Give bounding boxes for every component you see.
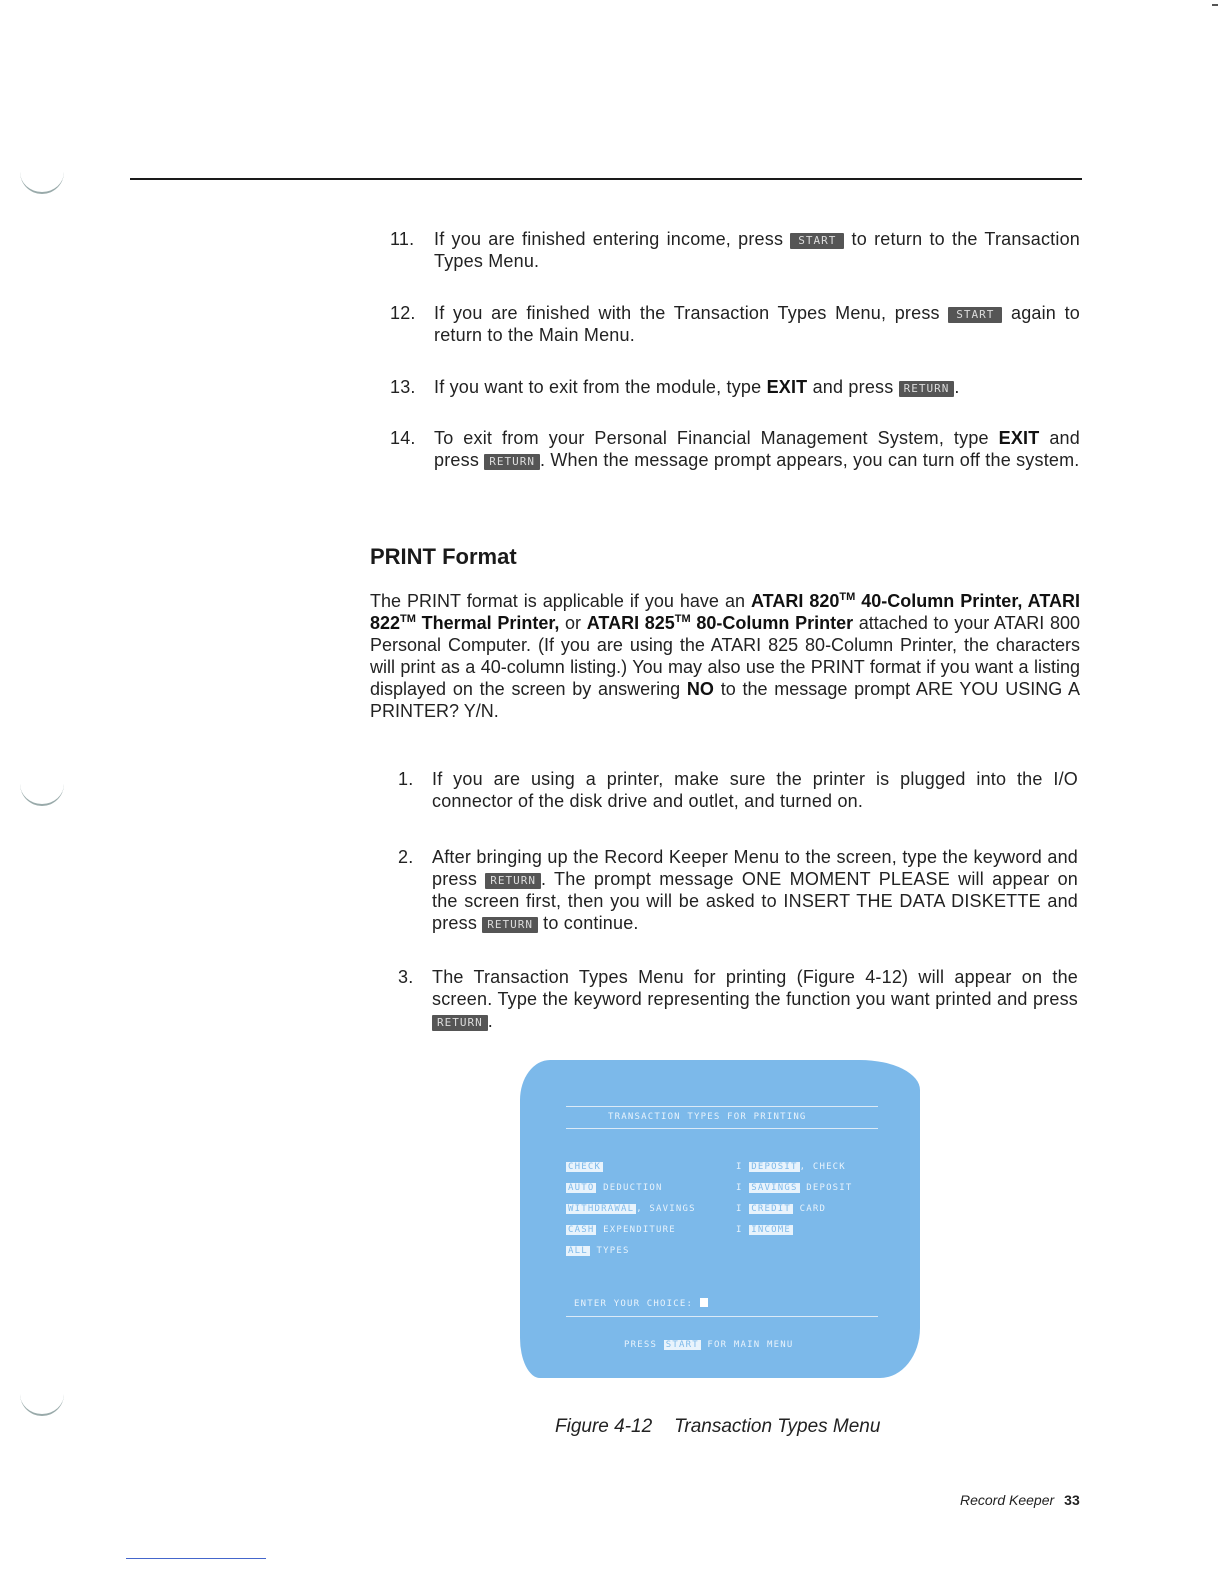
menu-item-check: CHECK xyxy=(568,1162,602,1172)
screen-footer: PRESS START FOR MAIN MENU xyxy=(624,1340,794,1350)
menu-item-auto: AUTO DEDUCTION xyxy=(568,1183,663,1193)
page-edge-mark xyxy=(1212,4,1218,6)
return-key: RETURN xyxy=(899,381,955,397)
transaction-types-screen xyxy=(520,1060,920,1378)
start-key: START xyxy=(948,307,1002,323)
binder-hole-mark xyxy=(20,170,64,194)
figure-caption: Figure 4-12 Transaction Types Menu xyxy=(555,1416,881,1437)
menu-item-savings: I SAVINGS DEPOSIT xyxy=(736,1183,853,1193)
menu-item-all: ALL TYPES xyxy=(568,1246,630,1256)
page-number: 33 xyxy=(1064,1492,1080,1508)
binder-hole-mark xyxy=(20,782,64,806)
menu-item-income: I INCOME xyxy=(736,1225,791,1235)
step-text: After bringing up the Record Keeper Menu to the screen, type the keyword and press RETURN . The prompt message ONE MOMENT PLEASE will appear on the screen first, then you will be asked to INSERT THE DATA DISKETTE and press RETURN to continue. xyxy=(432,847,1079,933)
screen-prompt: ENTER YOUR CHOICE: xyxy=(574,1298,708,1309)
step-text: If you are using a printer, make sure the printer is plugged into the I/O connector of the disk drive and outlet, and turned on. xyxy=(432,769,1078,811)
page-footer: Record Keeper 33 xyxy=(960,1492,1080,1508)
step-number: 13. xyxy=(390,377,416,397)
step-number: 1. xyxy=(398,769,414,789)
cursor-block xyxy=(700,1298,708,1307)
step-text: The Transaction Types Menu for printing (Figure 4-12) will appear on the screen. Type the keyword representing the function you want printed and press RETURN . xyxy=(432,967,1078,1031)
binder-hole-mark xyxy=(20,1392,64,1416)
section-heading: PRINT Format xyxy=(370,544,517,569)
screen-title: TRANSACTION TYPES FOR PRINTING xyxy=(608,1112,807,1122)
screen-rule xyxy=(566,1106,878,1107)
start-key: START xyxy=(790,233,844,249)
return-key: RETURN xyxy=(484,454,540,470)
step-text: If you are finished entering income, press START to return to the Transaction Types Menu. xyxy=(434,229,1080,271)
header-rule xyxy=(130,178,1082,180)
step-text: To exit from your Personal Financial Management System, type EXIT and press RETURN . When the message prompt appears, you can turn off the system. xyxy=(434,428,1080,470)
screen-rule xyxy=(566,1316,878,1317)
step-number: 3. xyxy=(398,967,414,987)
return-key: RETURN xyxy=(485,873,541,889)
menu-item-credit: I CREDIT CARD xyxy=(736,1204,827,1214)
return-key: RETURN xyxy=(432,1015,488,1031)
step-number: 12. xyxy=(390,303,416,323)
menu-item-cash: CASH EXPENDITURE xyxy=(568,1225,676,1235)
menu-item-deposit: I DEPOSIT , CHECK xyxy=(736,1162,846,1172)
screen-rule xyxy=(566,1128,878,1129)
bottom-rule xyxy=(126,1558,266,1559)
return-key: RETURN xyxy=(482,917,538,933)
step-number: 14. xyxy=(390,428,416,448)
step-text: If you are finished with the Transaction Types Menu, press START again to return to the Main Menu. xyxy=(434,303,1080,345)
section-paragraph: The PRINT format is applicable if you have an ATARI 820™ 40-Column Printer, ATARI 822™ Thermal Printer, or ATARI 825™ 80-Column Printer attached to your ATARI 800 Personal Computer. (If you are using the ATARI 825 80-Column Printer, the characters will print as a 40-column listing.) You may also use the PRINT format if you want a listing displayed on the screen by answering NO to the message prompt ARE YOU USING A PRINTER? Y/N. xyxy=(370,591,1081,721)
menu-item-withdrawal: WITHDRAWAL , SAVINGS xyxy=(568,1204,696,1214)
step-text: If you want to exit from the module, type EXIT and press RETURN . xyxy=(434,377,960,397)
step-number: 2. xyxy=(398,847,414,867)
step-number: 11. xyxy=(390,229,415,249)
